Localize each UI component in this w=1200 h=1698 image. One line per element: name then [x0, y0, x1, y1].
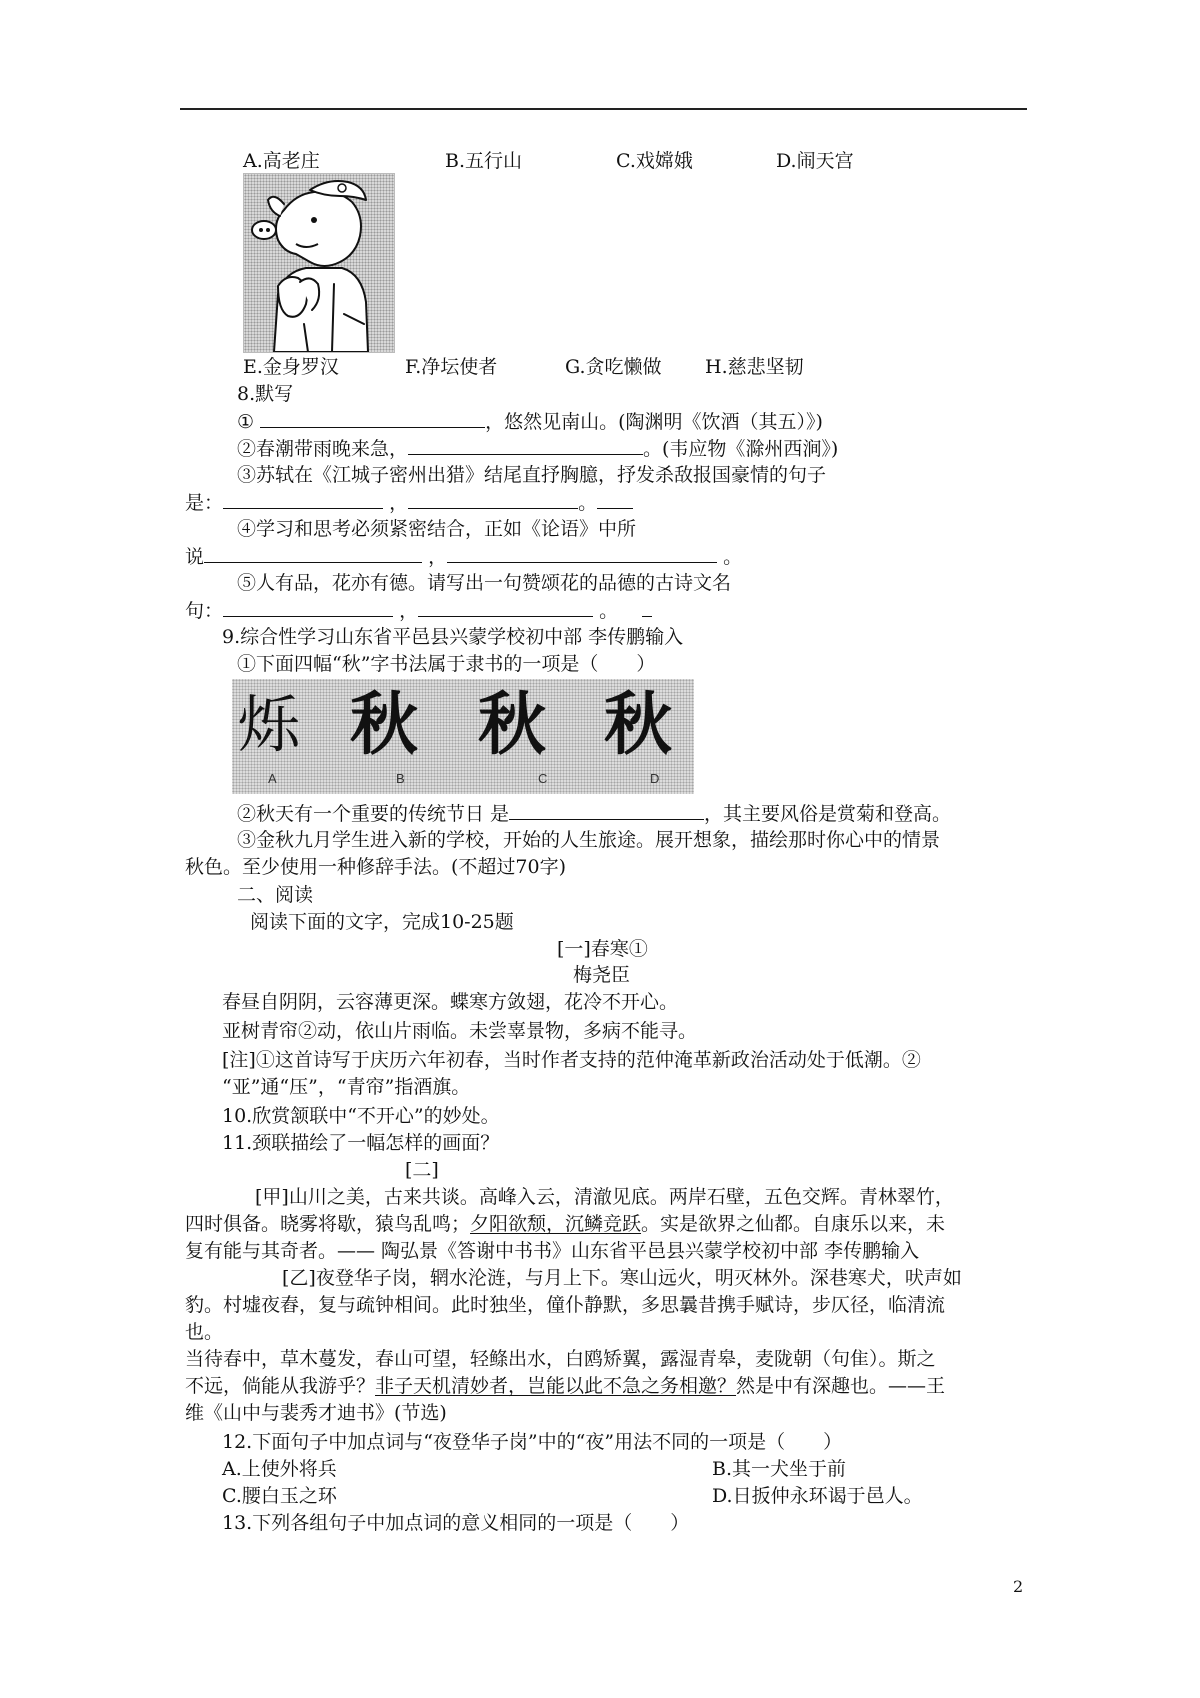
calligraphy-image [232, 679, 694, 794]
jia-line-2: 四时俱备。晓雾将歇，猿鸟乱鸣；夕阳欲颓，沉鳞竞跃。实是欲界之仙都。自康乐以来，未 [185, 1213, 946, 1235]
page-number: 2 [1013, 1577, 1024, 1596]
fill-blank[interactable] [204, 544, 422, 563]
q7-option-e: E.金身罗汉 [243, 356, 339, 378]
calligraphy-char-c: 秋 [478, 685, 547, 765]
q7-option-h: H.慈悲坚韧 [705, 356, 804, 378]
section-2-title: 二、阅读 [237, 884, 314, 906]
zhu-bajie-illustration [243, 173, 395, 353]
pig-drawing-icon [244, 174, 394, 352]
fill-blank[interactable] [223, 490, 383, 509]
fill-blank[interactable] [408, 490, 578, 509]
fill-blank[interactable] [418, 598, 593, 617]
q7-option-b: B.五行山 [445, 150, 523, 172]
question-11: 11.颈联描绘了一幅怎样的画面？ [222, 1132, 500, 1154]
fill-blank[interactable] [642, 598, 652, 617]
yi-line-3: 也。 [185, 1321, 224, 1343]
calligraphy-label-a: A [268, 771, 277, 786]
q12-option-a: A.上使外将兵 [222, 1458, 337, 1480]
calligraphy-char-d: 秋 [604, 685, 673, 765]
q12-option-b: B.其一犬坐于前 [712, 1458, 847, 1480]
fill-blank[interactable] [223, 598, 393, 617]
q7-option-a: A.高老庄 [243, 150, 320, 172]
fill-blank[interactable] [597, 490, 633, 509]
yi-line-5: 不远，倘能从我游乎？非子天机清妙者，岂能以此不急之务相邀？然是中有深趣也。——王 [185, 1375, 946, 1397]
fill-blank[interactable] [447, 544, 717, 563]
q7-option-g: G.贪吃懒做 [565, 356, 662, 378]
q9-sub-1: ①下面四幅“秋”字书法属于隶书的一项是（ ） [237, 653, 656, 675]
q8-line-3a: ③苏轼在《江城子密州出猎》结尾直抒胸臆，抒发杀敌报国豪情的句子 [237, 464, 827, 486]
yi-line-2: 豹。村墟夜舂，复与疏钟相间。此时独坐，僮仆静默，多思曩昔携手赋诗，步仄径，临清流 [185, 1294, 946, 1316]
q7-option-c: C.戏嫦娥 [616, 150, 693, 172]
q9-sub-3b: 秋色。至少使用一种修辞手法。(不超过70字) [185, 856, 567, 878]
fill-blank[interactable] [260, 409, 485, 428]
part-2-heading: [二] [405, 1159, 439, 1181]
underlined-sentence: 夕阳欲颓，沉鳞竞跃 [470, 1213, 642, 1235]
q12-option-c: C.腰白玉之环 [222, 1485, 337, 1507]
fill-blank[interactable] [408, 436, 643, 455]
calligraphy-char-b: 秋 [350, 685, 419, 765]
q8-line-1: ① ，悠然见南山。(陶渊明《饮酒（其五）》) [237, 411, 823, 433]
fill-blank[interactable] [509, 801, 704, 820]
q9-title: 9.综合性学习山东省平邑县兴蒙学校初中部 李传鹏输入 [222, 626, 684, 648]
calligraphy-char-a: 烁 [238, 688, 301, 761]
yi-line-1: [乙]夜登华子岗，辋水沦涟，与月上下。寒山远火，明灭林外。深巷寒犬，吠声如 [282, 1267, 962, 1289]
underlined-sentence: 非子天机清妙者，岂能以此不急之务相邀？ [375, 1375, 737, 1397]
q9-sub-3a: ③金秋九月学生进入新的学校，开始的人生旅途。展开想象，描绘那时你心中的情景 [237, 829, 941, 851]
jia-line-3: 复有能与其奇者。—— 陶弘景《答谢中书书》山东省平邑县兴蒙学校初中部 李传鹏输入 [185, 1240, 920, 1262]
header-rule [180, 108, 1027, 110]
calligraphy-label-b: B [396, 771, 405, 786]
q8-line-4a: ④学习和思考必须紧密结合，正如《论语》中所 [237, 518, 637, 540]
calligraphy-label-c: C [538, 771, 548, 786]
q8-title: 8.默写 [237, 383, 294, 405]
poem-line-1: 春昼自阴阴，云容薄更深。蝶寒方敛翅，花冷不开心。 [222, 991, 679, 1013]
q12-option-d: D.日扳仲永环谒于邑人。 [712, 1485, 923, 1507]
question-12: 12.下面句子中加点词与“夜登华子岗”中的“夜”用法不同的一项是（ ） [222, 1431, 843, 1453]
question-10: 10.欣赏颔联中“不开心”的妙处。 [222, 1105, 500, 1127]
q8-line-5b: 句： ， 。 [185, 598, 652, 623]
yi-line-6: 维《山中与裴秀才迪书》(节选) [185, 1402, 447, 1424]
question-13: 13.下列各组句子中加点词的意义相同的一项是（ ） [222, 1512, 690, 1534]
poem-note-2: “亚”通“压”，“青帘”指酒旗。 [222, 1076, 471, 1098]
q8-line-3b: 是： ， 。 [185, 490, 633, 515]
q7-option-f: F.净坛使者 [405, 356, 498, 378]
q8-line-4b: 说 ， 。 [185, 546, 743, 568]
q8-line-2: ②春潮带雨晚来急， 。(韦应物《滁州西涧》) [237, 438, 839, 460]
poem-author: 梅尧臣 [573, 964, 631, 986]
yi-line-4: 当待春中，草木蔓发，春山可望，轻鲦出水，白鸥矫翼，露湿青皋，麦陇朝（句隹）。斯之 [185, 1348, 936, 1370]
q7-option-d: D.闹天宫 [776, 150, 854, 172]
poem-heading: [一]春寒① [557, 938, 648, 960]
section-2-intro: 阅读下面的文字，完成10-25题 [250, 911, 514, 933]
calligraphy-label-d: D [650, 771, 660, 786]
jia-line-1: [甲]山川之美，古来共谈。高峰入云，清澈见底。两岸石壁，五色交辉。青林翠竹， [255, 1186, 954, 1208]
poem-line-2: 亚树青帘②动，依山片雨临。未尝辜景物，多病不能寻。 [222, 1020, 698, 1042]
q9-sub-2: ②秋天有一个重要的传统节日 是 ，其主要风俗是赏菊和登高。 [237, 803, 952, 825]
poem-note-1: [注]①这首诗写于庆历六年初春，当时作者支持的范仲淹革新政治活动处于低潮。② [222, 1049, 921, 1071]
q8-line-5a: ⑤人有品，花亦有德。请写出一句赞颂花的品德的古诗文名 [237, 572, 732, 594]
